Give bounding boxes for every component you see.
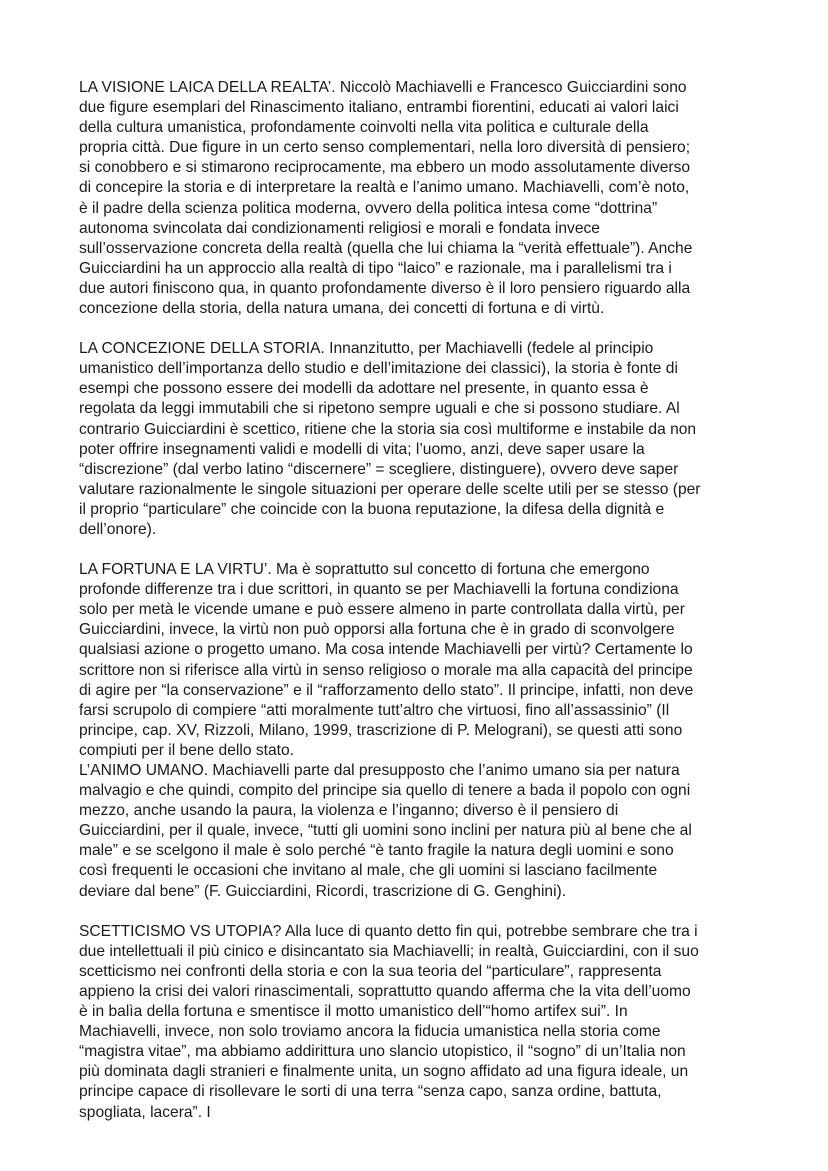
paragraph-animo-umano: L’ANIMO UMANO. Machiavelli parte dal presupposto che l’animo umano sia per natura malvagio e che quindi, compito del principe sia quello di tenere a bada il popolo con ogni mezzo, anche usando la paura, la violenza e l’inganno; diverso è il pensiero di Guicciardini, per il quale, invece, “tutti gli uomini sono inclini per natura più al bene che al male” e se scelgono il male è solo perché “è tanto fragile la natura degli uomini e sono così frequenti le occasioni che invitano al male, che gli uomini si lasciano facilmente deviare dal bene” (F. Guicciardini, Ricordi, trascrizione di G. Genghini). [79, 762, 692, 900]
paragraph-spacer [79, 902, 751, 922]
document-page [79, 78, 751, 1123]
paragraph-concezione-storia: LA CONCEZIONE DELLA STORIA. Innanzitutto, per Machiavelli (fedele al principio umanistico dell’importanza dello studio e dell’imitazione dei classici), la storia è fonte di esempi che possono essere dei modelli da adottare nel presente, in quanto essa è regolata da leggi immutabili che si ripetono sempre uguali e che si possono studiare. Al contrario Guicciardini è scettico, ritiene che la storia sia così multiforme e instabile da non poter offrire insegnamenti validi e modelli di vita; l’uomo, anzi, deve saper usare la “discrezione” (dal verbo latino “discernere” = scegliere, distinguere), ovvero deve saper valutare razionalmente le singole situazioni per operare delle scelte utili per se stesso (per il proprio “particulare” che coincide con la buona reputazione, la difesa della dignità e dell’onore). [79, 340, 701, 538]
paragraph-fortuna-virtu: LA FORTUNA E LA VIRTU’. Ma è soprattutto sul concetto di fortuna che emergono profonde differenze tra i due scrittori, in quanto se per Machiavelli la fortuna condiziona solo per metà le vicende umane e può essere almeno in parte controllata dalla virtù, per Guicciardini, invece, la virtù non può opporsi alla fortuna che è in grado di sconvolgere qualsiasi azione o progetto umano. Ma cosa intende Machiavelli per virtù? Certamente lo scrittore non si riferisce alla virtù in senso religioso o morale ma alla capacità del principe di agire per “la conservazione” e il “rafforzamento dello stato”. Il principe, infatti, non deve farsi scrupolo di compiere “atti moralmente tutt’altro che virtuosi, fino all’assassinio” (Il principe, cap. XV, Rizzoli, Milano, 1999, trascrizione di P. Melograni), se questi atti sono compiuti per il bene dello stato. [79, 561, 694, 759]
paragraph-scetticismo-utopia: SCETTICISMO VS UTOPIA? Alla luce di quanto detto fin qui, potrebbe sembrare che tra i due intellettuali il più cinico e disincantato sia Machiavelli; in realtà, Guicciardini, con il suo scetticismo nei confronti della storia e con la sua teoria del “particulare”, rappresenta appieno la crisi dei valori rinascimentali, soprattutto quando afferma che la vita dell’uomo è in balìa della fortuna e smentisce il motto umanistico dell’“homo artifex sui”. In Machiavelli, invece, non solo troviamo ancora la fiducia umanistica nella storia come “magistra vitae”, ma abbiamo addirittura uno slancio utopistico, il “sogno” di un’Italia non più dominata dagli stranieri e finalmente unita, un sogno affidato ad una figura ideale, un principe capace di risollevare le sorti di una terra “senza capo, sanza ordine, battuta, spogliata, lacera”. I [79, 922, 699, 1121]
paragraph-visione-laica: LA VISIONE LAICA DELLA REALTA’. Niccolò Machiavelli e Francesco Guicciardini sono due figure esemplari del Rinascimento italiano, entrambi fiorentini, educati ai valori laici della cultura umanistica, profondamente coinvolti nella vita politica e culturale della propria città. Due figure in un certo senso complementari, nella loro diversità di pensiero; si conobbero e si stimarono reciprocamente, ma ebbero un modo assolutamente diverso di concepire la storia e di interpretare la realtà e l’animo umano. Machiavelli, com’è noto, è il padre della scienza politica moderna, ovvero della politica intesa come “dottrina” autonoma svincolata dai condizionamenti religiosi e morali e fondata invece sull’osservazione concreta della realtà (quella che lui chiama la “verità effettuale”). Anche Guicciardini ha un approccio alla realtà di tipo “laico” e razionale, ma i parallelismi tra i due autori finiscono qua, in quanto profondamente diverso è il loro pensiero riguardo alla concezione della storia, della natura umana, dei concetti di fortuna e di virtù. [79, 79, 693, 318]
paragraph-spacer [79, 319, 751, 339]
paragraph-spacer [79, 540, 751, 560]
